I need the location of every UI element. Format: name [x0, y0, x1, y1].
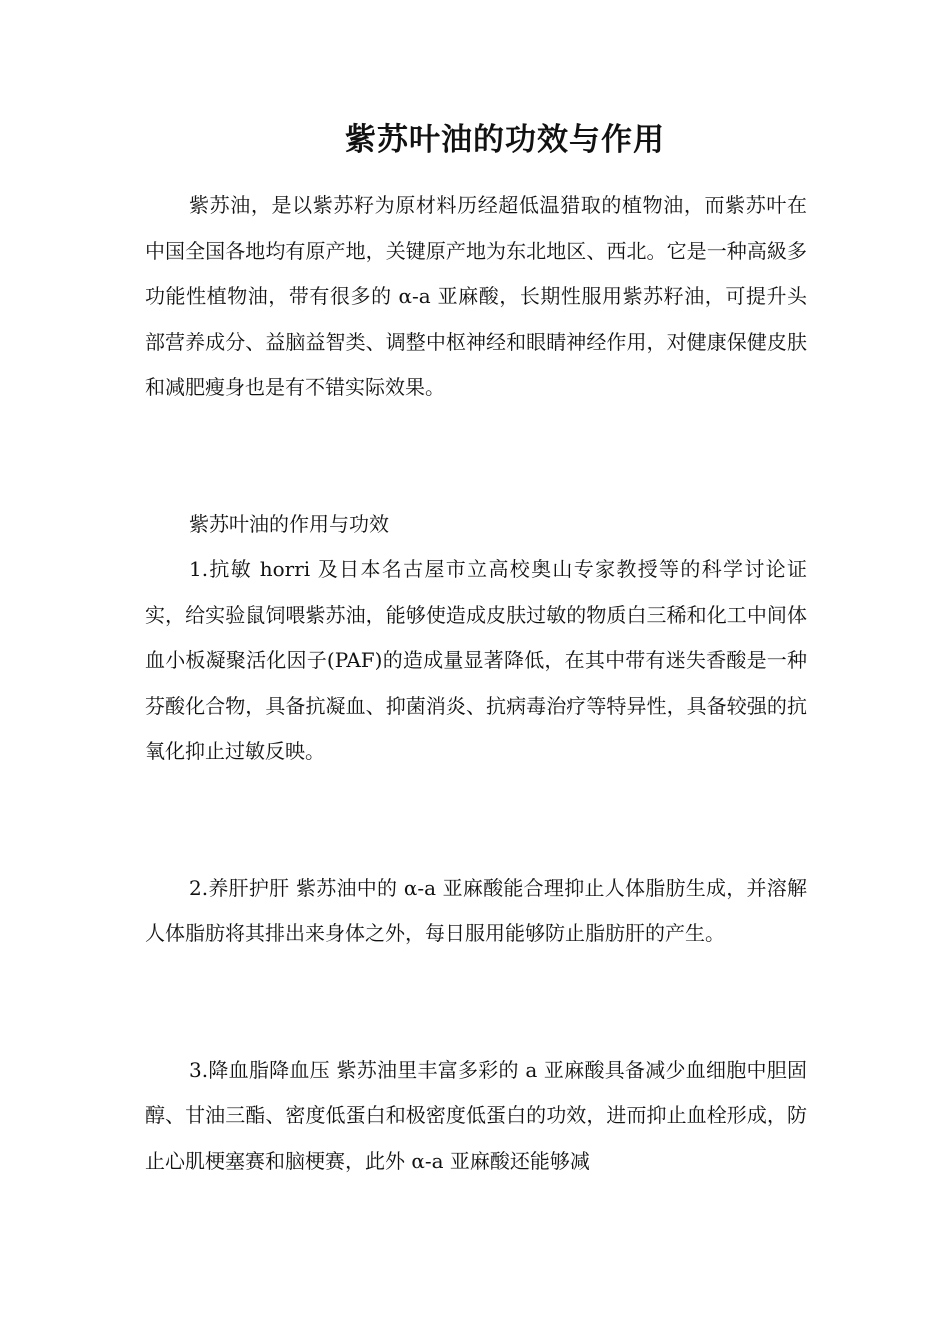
section-subheading: 紫苏叶油的作用与功效: [189, 511, 389, 536]
document-body: [145, 183, 807, 1184]
intro-paragraph: 紫苏油，是以紫苏籽为原材料历经超低温猎取的植物油，而紫苏叶在中国全国各地均有原产地，关键原产地为东北地区、西北。它是一种高級多功能性植物油，带有很多的 α-a 亚麻酸，长期性服用紫苏籽油，可提升头部营养成分、益脑益智类、调整中枢神经和眼睛神经作用，对健康保健皮肤和减肥瘦身也是有不错实际效果。: [145, 193, 807, 399]
item-1-paragraph: 1.抗敏 horri 及日本名古屋市立高校奥山专家教授等的科学讨论证实，给实验鼠饲喂紫苏油，能够使造成皮肤过敏的物质白三稀和化工中间体血小板凝聚活化因子(PAF)的造成量显著降低，在其中带有迷失香酸是一种芬酸化合物，具备抗凝血、抑菌消炎、抗病毒治疗等特异性，具备较强的抗氧化抑止过敏反映。: [145, 557, 807, 763]
paragraph-spacer: [145, 411, 807, 502]
item-3-paragraph: 3.降血脂降血压 紫苏油里丰富多彩的 a 亚麻酸具备减少血细胞中胆固醇、甘油三酯、密度低蛋白和极密度低蛋白的功效，进而抑止血栓形成，防止心肌梗塞赛和脑梗赛，此外 α-a 亚麻酸还能够减: [145, 1057, 807, 1173]
item-2-paragraph: 2.养肝护肝 紫苏油中的 α-a 亚麻酸能合理抑止人体脂肪生成，并溶解人体脂肪将其排出来身体之外，每日服用能够防止脂肪肝的产生。: [145, 875, 807, 945]
page-title: 紫苏叶油的功效与作用: [345, 122, 665, 158]
paragraph-spacer: [145, 775, 807, 866]
paragraph-spacer: [145, 957, 807, 1048]
